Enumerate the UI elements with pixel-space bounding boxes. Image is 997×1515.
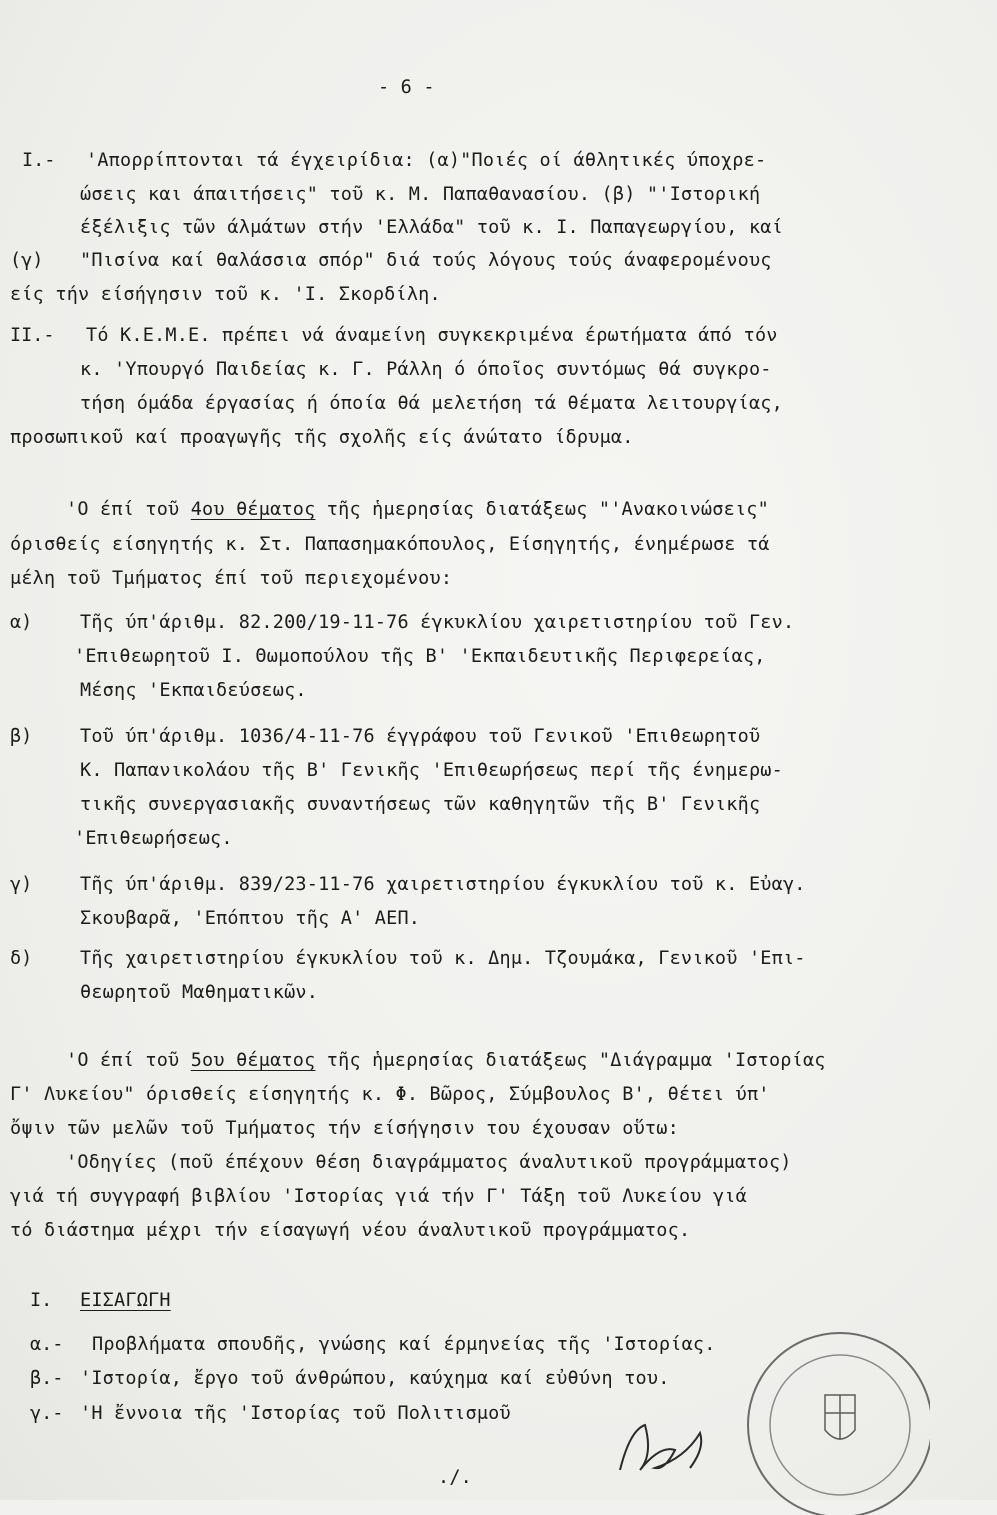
intro-item-b-text: 'Ιστορία, ἔργο τοῦ άνθρώπου, καύχημα καί εὐθύνη του. [80,1368,670,1389]
section-II-line-1: Τό Κ.Ε.Μ.Ε. πρέπει νά άναμείνη συγκεκριμένα έρωτήματα άπό τόν [86,325,778,346]
topic5-line-2: Γ' Λυκείου" όρισθείς είσηγητής κ. Φ. Βῶρος, Σύμβουλος Β', θέτει ύπ' [10,1084,770,1105]
topic4-item-c-line-1: Τῆς ύπ'άριθμ. 839/23-11-76 χαιρετιστηρίου έγκυκλίου τοῦ κ. Εὐαγ. [80,874,806,895]
topic4-line-2: όρισθείς είσηγητής κ. Στ. Παπασημακόπουλος, Είσηγητής, ένημέρωσε τά [10,534,770,555]
topic4-item-c-marker: γ) [10,874,33,895]
topic4-item-a-line-3: Μέσης 'Εκπαιδεύσεως. [80,680,307,701]
page-number: - 6 - [378,77,435,98]
topic4-item-b-line-4: 'Επιθεωρήσεως. [74,828,233,849]
topic4-item-b-marker: β) [10,726,33,747]
section-I-line-2: ώσεις και άπαιτήσεις" τοῦ κ. Μ. Παπαθανασίου. (β) "'Ιστορική [80,184,761,205]
topic4-item-a-line-2: 'Επιθεωρητοῦ Ι. Θωμοπούλου τῆς Β' 'Εκπαιδευτικῆς Περιφερείας, [74,646,766,667]
intro-item-c-text: 'Η ἔννοια τῆς 'Ιστορίας τοῦ Πολιτισμοῦ [80,1403,511,1424]
signature-icon [600,1410,740,1490]
topic4-intro: 'Ο έπί τοῦ 4ου θέματος τῆς ἡμερησίας διατάξεως "'Ανακοινώσεις" [66,499,769,520]
section-II-line-4: προσωπικοῦ καί προαγωγῆς τῆς σχολῆς είς άνώτατο ίδρυμα. [10,427,634,448]
official-stamp-icon [730,1315,930,1515]
topic4-line-3: μέλη τοῦ Τμήματος έπί τοῦ περιεχομένου: [10,568,453,589]
intro-item-c-marker: γ.- [30,1403,64,1424]
topic4-item-a-marker: α) [10,612,33,633]
section-II-marker: ΙΙ.- [10,325,55,346]
topic5-line-4: 'Οδηγίες (ποῦ έπέχουν θέση διαγράμματος άναλυτικοῦ προγράμματος) [66,1152,792,1173]
intro-item-a-text: Προβλήματα σπουδῆς, γνώσης καί έρμηνείας τῆς 'Ιστορίας. [92,1334,716,1355]
topic4-item-d-marker: δ) [10,948,33,969]
topic5-intro: 'Ο έπί τοῦ 5ου θέματος τῆς ἡμερησίας διατάξεως "Διάγραμμα 'Ιστορίας [66,1050,826,1071]
section-I-line-4: "Πισίνα καί θαλάσσια σπόρ" διά τούς λόγους τούς άναφερομένους [80,250,772,271]
topic4-item-a-line-1: Τῆς ύπ'άριθμ. 82.200/19-11-76 έγκυκλίου χαιρετιστηρίου τοῦ Γεν. [80,612,795,633]
intro-section-marker: Ι. [30,1290,53,1311]
intro-item-a-marker: α.- [30,1334,64,1355]
topic4-item-d-line-2: θεωρητοῦ Μαθηματικῶν. [80,982,319,1003]
topic4-item-b-line-1: Τοῦ ύπ'άριθμ. 1036/4-11-76 έγγράφου τοῦ Γενικοῦ 'Επιθεωρητοῦ [80,726,761,747]
topic4-item-b-line-3: τικῆς συνεργασιακῆς συναντήσεως τῶν καθηγητῶν τῆς Β' Γενικῆς [80,794,761,815]
intro-section-heading: ΕΙΣΑΓΩΓΗ [80,1290,171,1311]
topic5-line-6: τό διάστημα μέχρι τήν είσαγωγή νέου άναλυτικοῦ προγράμματος. [10,1220,691,1241]
topic5-line-3: ὄψιν τῶν μελῶν τοῦ Τμήματος τήν είσήγησιν του έχουσαν οὕτω: [10,1118,679,1139]
topic5-underlined: 5ου θέματος [190,1050,316,1071]
continuation-mark: ./. [438,1467,473,1488]
section-I-line-5: είς τήν είσήγησιν τοῦ κ. 'Ι. Σκορδίλη. [10,284,441,305]
topic4-item-b-line-2: Κ. Παπανικολάου τῆς Β' Γενικῆς 'Επιθεωρήσεως περί τῆς ένημερω- [80,760,783,781]
topic4-underlined: 4ου θέματος [190,499,316,520]
intro-item-b-marker: β.- [30,1368,64,1389]
section-II-line-2: κ. 'Υπουργό Παιδείας κ. Γ. Ράλλη ό όποῖος συντόμως θά συγκρο- [80,359,772,380]
topic4-item-d-line-1: Τῆς χαιρετιστηρίου έγκυκλίου τοῦ κ. Δημ. Τζουμάκα, Γενικοῦ 'Επι- [80,948,806,969]
section-I-line-3: έξέλιξις τῶν άλμάτων στήν 'Ελλάδα" τοῦ κ. Ι. Παπαγεωργίου, καί [80,217,783,238]
section-I-marker: Ι.- [22,150,56,171]
section-II-line-3: τήση όμάδα έργασίας ή όποία θά μελετήση τά θέματα λειτουργίας, [80,393,783,414]
section-I-gamma-marker: (γ) [10,250,44,271]
topic5-line-5: γιά τή συγγραφή βιβλίου 'Ιστορίας γιά τήν Γ' Τάξη τοῦ Λυκείου γιά [10,1186,747,1207]
topic4-item-c-line-2: Σκουβαρᾶ, 'Επόπτου τῆς Α' ΑΕΠ. [80,908,421,929]
section-I-line-1: 'Απορρίπτονται τά έγχειρίδια: (α)"Ποιές οί άθλητικές ύποχρε- [86,150,767,171]
